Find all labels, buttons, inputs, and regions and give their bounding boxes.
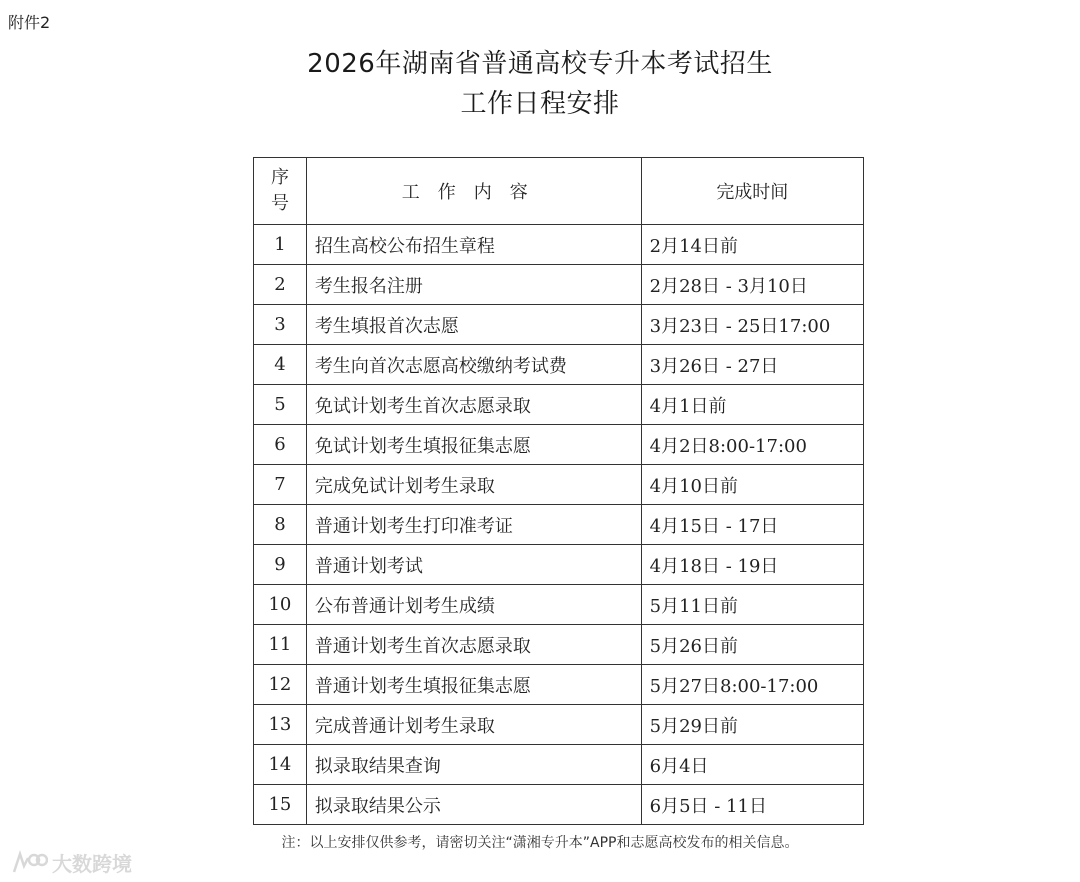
row-time-cell: [641, 785, 863, 825]
row-time-cell: [641, 745, 863, 785]
row-time: 3月23日 - 25日17:00: [649, 315, 831, 337]
header-seq: [254, 158, 307, 225]
row-time: 2月28日 - 3月10日: [649, 275, 808, 297]
row-time-cell: [641, 465, 863, 505]
row-seq: 12: [254, 665, 307, 705]
attachment-label: 附件2: [8, 13, 51, 32]
schedule-table: [253, 157, 864, 825]
row-content-cell: [306, 345, 641, 385]
row-time-cell: [641, 545, 863, 585]
row-time: 6月5日 - 11日: [649, 795, 767, 817]
row-content: 免试计划考生填报征集志愿: [314, 435, 531, 457]
header-content: 工作内容: [306, 158, 641, 225]
row-time-cell: [641, 705, 863, 745]
table-row: [254, 505, 864, 545]
title-line-1: 2026年湖南省普通高校专升本考试招生: [307, 49, 773, 79]
row-time-cell: [641, 265, 863, 305]
row-time-cell: [641, 305, 863, 345]
table-row: [254, 705, 864, 745]
row-content: 考生报名注册: [314, 275, 423, 297]
row-content: 完成普通计划考生录取: [314, 715, 495, 737]
table-row: [254, 665, 864, 705]
row-content: 考生向首次志愿高校缴纳考试费: [314, 355, 567, 377]
footnote: 注：以上安排仅供参考，请密切关注“潇湘专升本”APP和志愿高校发布的相关信息。: [281, 835, 799, 851]
row-content: 拟录取结果公示: [314, 795, 441, 817]
watermark-text: 大数跨境: [52, 852, 132, 876]
row-content-cell: [306, 425, 641, 465]
row-seq: 6: [254, 425, 307, 465]
row-content: 招生高校公布招生章程: [314, 235, 495, 257]
row-time: 4月10日前: [649, 475, 738, 497]
row-time: 3月26日 - 27日: [649, 355, 779, 377]
row-time-cell: [641, 625, 863, 665]
row-content-cell: [306, 665, 641, 705]
row-time-cell: [641, 585, 863, 625]
row-time: 4月15日 - 17日: [649, 515, 779, 537]
table-row: [254, 425, 864, 465]
watermark-logo-icon: [10, 850, 48, 876]
row-content-cell: [306, 545, 641, 585]
row-content: 公布普通计划考生成绩: [314, 595, 495, 617]
row-content-cell: [306, 625, 641, 665]
row-time: 6月4日: [649, 755, 709, 777]
row-content: 普通计划考生填报征集志愿: [314, 675, 531, 697]
row-time: 5月29日前: [649, 715, 738, 737]
table-row: [254, 225, 864, 265]
row-seq: 1: [254, 225, 307, 265]
row-content-cell: [306, 785, 641, 825]
row-seq: 4: [254, 345, 307, 385]
row-seq: 10: [254, 585, 307, 625]
row-seq: 14: [254, 745, 307, 785]
row-content: 普通计划考试: [314, 555, 423, 577]
table-row: [254, 465, 864, 505]
row-seq: 5: [254, 385, 307, 425]
row-time: 4月18日 - 19日: [649, 555, 779, 577]
row-content-cell: [306, 225, 641, 265]
row-content: 拟录取结果查询: [314, 755, 441, 777]
row-seq: 7: [254, 465, 307, 505]
row-time-cell: [641, 665, 863, 705]
row-seq: 2: [254, 265, 307, 305]
table-row: [254, 625, 864, 665]
row-seq: 15: [254, 785, 307, 825]
row-time-cell: [641, 345, 863, 385]
row-content: 完成免试计划考生录取: [314, 475, 495, 497]
row-seq: 9: [254, 545, 307, 585]
header-time: 完成时间: [641, 158, 863, 225]
row-content-cell: [306, 465, 641, 505]
row-content-cell: [306, 705, 641, 745]
row-time-cell: [641, 505, 863, 545]
row-content-cell: [306, 385, 641, 425]
table-header-row: [254, 158, 864, 225]
row-content-cell: [306, 305, 641, 345]
row-seq: 11: [254, 625, 307, 665]
row-time: 5月27日8:00-17:00: [649, 675, 819, 697]
table-row: [254, 345, 864, 385]
row-time-cell: [641, 385, 863, 425]
table-body: [254, 225, 864, 825]
row-time: 5月26日前: [649, 635, 738, 657]
table-row: [254, 745, 864, 785]
row-seq: 8: [254, 505, 307, 545]
row-time: 4月2日8:00-17:00: [649, 435, 807, 457]
title-line-2: 工作日程安排: [460, 89, 620, 119]
row-content-cell: [306, 265, 641, 305]
row-content-cell: [306, 505, 641, 545]
table-row: [254, 545, 864, 585]
row-content-cell: [306, 745, 641, 785]
row-content: 免试计划考生首次志愿录取: [314, 395, 531, 417]
table-row: [254, 585, 864, 625]
row-time: 4月1日前: [649, 395, 727, 417]
row-content: 普通计划考生打印准考证: [314, 515, 513, 537]
row-time-cell: [641, 425, 863, 465]
row-content: 考生填报首次志愿: [314, 315, 459, 337]
table-row: [254, 265, 864, 305]
row-time-cell: [641, 225, 863, 265]
row-seq: 3: [254, 305, 307, 345]
table-row: [254, 785, 864, 825]
watermark: [10, 848, 132, 877]
row-time: 2月14日前: [649, 235, 738, 257]
table-row: [254, 305, 864, 345]
row-time: 5月11日前: [649, 595, 738, 617]
row-content: 普通计划考生首次志愿录取: [314, 635, 531, 657]
row-seq: 13: [254, 705, 307, 745]
header-seq-label: 序 号: [270, 167, 289, 214]
table-row: [254, 385, 864, 425]
row-content-cell: [306, 585, 641, 625]
document-title: [0, 44, 1080, 124]
